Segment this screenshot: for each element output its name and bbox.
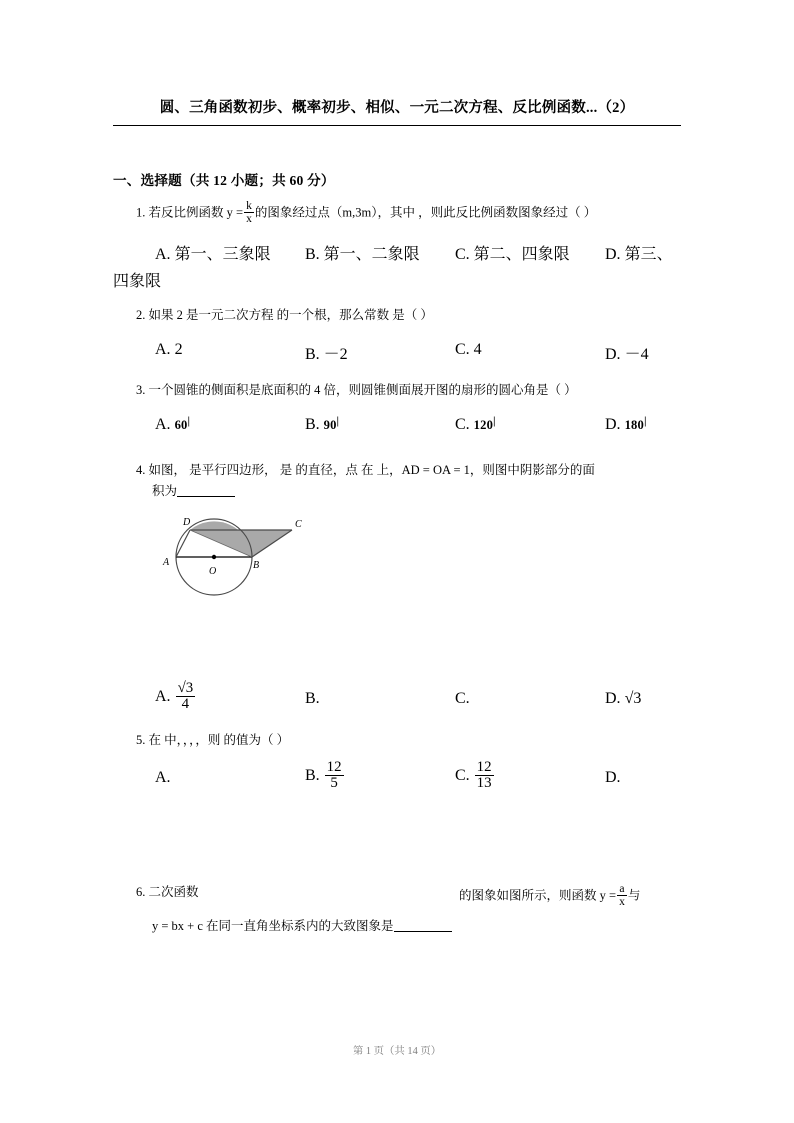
option-label: B.: [305, 767, 320, 785]
label-c: C: [295, 519, 302, 530]
option-value: 60|: [174, 416, 191, 433]
option-text: 第一、二象限: [323, 246, 420, 263]
label-a: A: [163, 557, 170, 568]
question-6-stem-b: 的图象如图所示，则函数 y =: [459, 888, 617, 903]
option-label: C.: [455, 690, 470, 707]
question-4-stem-line1: [136, 461, 595, 479]
question-1-fraction: [244, 200, 254, 225]
option-label: B.: [305, 246, 320, 263]
question-6-number: 6.: [136, 885, 146, 899]
question-3-option-b: [305, 416, 339, 434]
question-4-number: 4.: [136, 463, 146, 477]
option-label: D.: [605, 690, 621, 707]
question-1-fraction-numerator: k: [246, 199, 252, 212]
answer-blank: [394, 919, 452, 932]
option-label: B.: [305, 416, 320, 434]
fraction-numerator: a: [619, 882, 625, 895]
question-1-option-a: [155, 241, 271, 264]
option-text: －4: [624, 346, 649, 363]
question-5-option-b: [305, 760, 345, 791]
option-label: A.: [155, 246, 171, 263]
question-2-option-d: [605, 341, 649, 364]
label-b: B: [253, 560, 260, 571]
label-d: D: [183, 517, 191, 528]
question-1-fraction-denominator: x: [246, 211, 252, 225]
title-divider: [113, 125, 681, 126]
question-1-option-c: [455, 241, 570, 264]
option-label: A.: [155, 769, 171, 786]
label-o: O: [209, 566, 217, 577]
question-1-stem-before: 若反比例函数 y =: [148, 205, 244, 220]
option-label: D.: [605, 416, 621, 434]
question-6-stem-line1-tail: [459, 883, 640, 908]
fraction-numerator: 12: [326, 759, 342, 775]
option-fraction: [475, 760, 494, 791]
question-6-stem-c: 与: [627, 888, 641, 903]
question-3-stem-text: 一个圆锥的侧面积是底面积的 4 倍，则圆锥侧面展开图的扇形的圆心角是（ ）: [148, 383, 577, 397]
option-text: 4: [473, 341, 482, 358]
option-value: 120|: [473, 416, 496, 433]
question-4-option-d: [605, 690, 641, 708]
option-text: √3: [624, 690, 642, 707]
question-4-stem-tail: 积为: [152, 484, 178, 498]
center-point-o: [212, 555, 216, 559]
question-2-option-a: [155, 341, 183, 359]
question-1-option-d-wrap: 四象限: [113, 273, 162, 290]
question-6-stem-a: 二次函数: [148, 885, 199, 899]
fraction-denominator: 5: [325, 775, 344, 791]
option-label: D.: [605, 769, 621, 786]
option-label: D.: [605, 246, 621, 263]
question-6-stem-tail: y = bx + c 在同一直角坐标系内的大致图象是: [152, 919, 394, 933]
shaded-triangle: [190, 530, 292, 557]
question-5-option-c: [455, 760, 495, 791]
question-2-number: 2.: [136, 308, 146, 322]
question-4-option-a: [155, 681, 196, 712]
section-heading: 一、选择题（共 12 小题；共 60 分）: [113, 173, 335, 188]
question-3-option-a: [155, 416, 190, 434]
question-5-stem-text: 在 中，，，，则 的值为（ ）: [148, 733, 290, 747]
option-value: 90|: [323, 416, 340, 433]
question-4-figure: [152, 503, 312, 615]
option-label: A.: [155, 688, 171, 706]
page-title: 圆、三角函数初步、概率初步、相似、一元二次方程、反比例函数...（2）: [159, 100, 635, 116]
circle-parallelogram-shaded-figure: [152, 503, 312, 615]
question-5-option-a: [155, 769, 171, 787]
fraction-denominator: 13: [476, 775, 492, 792]
fraction-numerator: √3: [177, 680, 194, 696]
question-4-option-b: [305, 690, 320, 708]
option-text: －2: [323, 346, 348, 363]
question-5-number: 5.: [136, 733, 146, 747]
option-label: B.: [305, 346, 320, 363]
option-text: 第三、: [624, 246, 673, 263]
option-label: A.: [155, 341, 171, 358]
question-2-option-b: [305, 341, 348, 364]
option-text: 第一、三象限: [174, 246, 271, 263]
question-2-stem: [136, 306, 433, 324]
answer-blank: [177, 484, 235, 497]
fraction-denominator: x: [619, 894, 625, 908]
option-text: 第二、四象限: [473, 246, 570, 263]
question-6-fraction: [617, 883, 627, 908]
question-5-option-d: [605, 769, 621, 787]
question-6-stem-line1: [136, 883, 199, 901]
question-1-stem-after: 的图象经过点（m,3m），其中 ，则此反比例函数图象经过（ ）: [254, 205, 597, 220]
option-fraction: [176, 681, 196, 712]
question-2-option-c: [455, 341, 482, 359]
question-3-option-c: [455, 416, 496, 434]
question-4-option-c: [455, 690, 470, 708]
question-4-stem-text: 如图， 是平行四边形， 是 的直径，点 在 上，AD = OA = 1，则图中阴影部分的面: [148, 463, 595, 477]
option-label: A.: [155, 416, 171, 434]
fraction-numerator: 12: [476, 759, 492, 775]
question-3-stem: [136, 381, 577, 399]
question-2-stem-text: 如果 2 是一元二次方程 的一个根，那么常数 是（ ）: [148, 308, 433, 322]
question-1-number: 1.: [136, 205, 146, 220]
question-3-option-d: [605, 416, 647, 434]
option-fraction: [325, 760, 344, 791]
page-footer: 第 1 页（共 14 页）: [352, 1046, 442, 1057]
question-4-stem-line2: [152, 482, 235, 500]
option-label: B.: [305, 690, 320, 707]
option-label: C.: [455, 767, 470, 785]
question-1-stem: [136, 200, 596, 225]
option-value: 180|: [624, 416, 647, 433]
question-6-stem-line2: [152, 917, 452, 935]
option-label: C.: [455, 341, 470, 358]
option-text: 2: [174, 341, 183, 358]
option-label: C.: [455, 416, 470, 434]
option-label: D.: [605, 346, 621, 363]
fraction-denominator: 4: [176, 696, 196, 712]
question-5-stem: [136, 731, 289, 749]
question-1-option-b: [305, 241, 420, 264]
question-1-option-d: [605, 241, 673, 264]
question-3-number: 3.: [136, 383, 146, 397]
option-label: C.: [455, 246, 470, 263]
